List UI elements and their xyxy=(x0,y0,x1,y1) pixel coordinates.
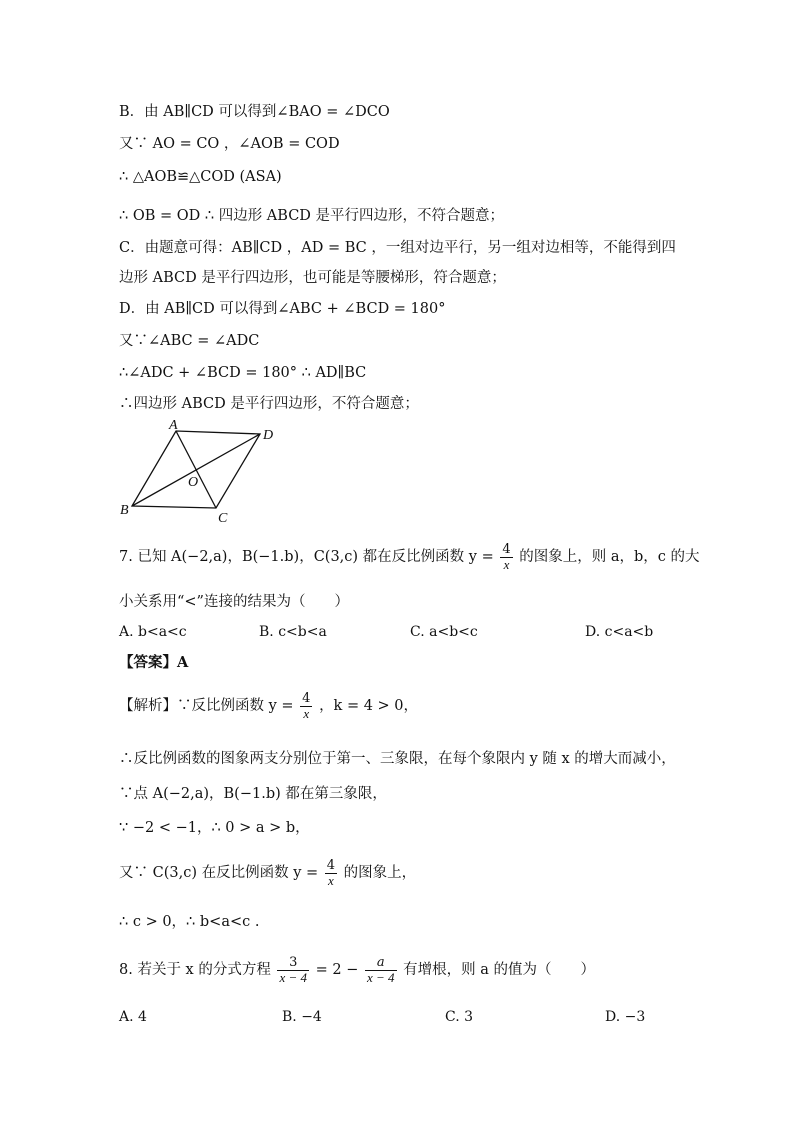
q7-analysis-line-1 xyxy=(119,691,418,721)
q7-line5-fraction xyxy=(325,859,337,888)
vertex-label-a: A xyxy=(169,418,178,433)
diagonal-bd xyxy=(132,434,260,506)
q7-stem-start: 7. 已知 A(−2,a)，B(−1.b)，C(3,c) 都在反比例函数 y = xyxy=(119,549,494,565)
option-b-line-2: 又∵ AO = CO ，∠AOB = COD xyxy=(119,136,340,152)
q7-analysis-line-3: ∵点 A(−2,a)，B(−1.b) 都在第三象限， xyxy=(119,786,387,802)
q8-option-b: B. −4 xyxy=(282,1009,322,1025)
q7-analysis-line-6: ∴ c > 0，∴ b<a<c . xyxy=(119,914,260,930)
q8-fraction-1-numerator: 3 xyxy=(277,956,309,971)
q7-analysis-start: 【解析】∵反比例函数 y = xyxy=(119,698,294,714)
option-b-line-3: ∴ △AOB≌△COD (ASA) xyxy=(119,169,282,185)
option-c-line-1: C．由题意可得：AB∥CD ，AD = BC ，一组对边平行，另一组对边相等，不能得到四 xyxy=(119,240,676,256)
q8-fraction-1 xyxy=(277,956,309,985)
q8-fraction-1-denominator: x − 4 xyxy=(279,969,307,985)
vertex-label-d: D xyxy=(263,428,274,443)
q8-fraction-2-denominator: x − 4 xyxy=(366,969,395,985)
q7-stem-end: 的图象上，则 a，b，c 的大 xyxy=(519,549,700,565)
q8-stem-end: 有增根，则 a 的值为（ ） xyxy=(403,962,595,978)
option-d-line-2: 又∵∠ABC = ∠ADC xyxy=(119,333,260,349)
q7-option-c: C. a<b<c xyxy=(410,624,478,640)
q7-analysis-fraction-denominator: x xyxy=(303,705,310,721)
q8-option-a: A. 4 xyxy=(119,1009,147,1025)
q7-analysis-line-2: ∴反比例函数的图象两支分别位于第一、三象限，在每个象限内 y 随 x 的增大而减小， xyxy=(119,751,676,767)
vertex-label-c: C xyxy=(218,511,228,526)
q7-stem-line-1 xyxy=(119,542,700,572)
q8-stem xyxy=(119,955,595,985)
q8-option-c: C. 3 xyxy=(445,1009,474,1025)
q7-fraction-denominator: x xyxy=(503,556,510,572)
q8-stem-start: 8. 若关于 x 的分式方程 xyxy=(119,962,271,978)
q7-analysis-fraction xyxy=(300,692,312,721)
center-label-o: O xyxy=(188,475,199,490)
q7-line5-fraction-denominator: x xyxy=(328,872,334,888)
q7-answer: 【答案】A xyxy=(119,654,189,671)
q7-analysis-end: ，k = 4 > 0， xyxy=(319,698,419,714)
q7-option-b: B. c<b<a xyxy=(259,624,327,640)
q7-line5-fraction-numerator: 4 xyxy=(326,857,336,873)
q8-equals: = 2 − xyxy=(315,962,359,978)
q7-option-a: A. b<a<c xyxy=(119,624,187,640)
parallelogram-figure xyxy=(110,412,290,527)
q7-analysis-fraction-numerator: 4 xyxy=(302,690,311,706)
q7-stem-line-2: 小关系用“<”连接的结果为（ ） xyxy=(119,594,349,610)
q7-analysis-line-5 xyxy=(119,858,416,888)
option-b-line-1: B．由 AB∥CD 可以得到∠BAO = ∠DCO xyxy=(119,104,390,120)
q7-analysis-line-4: ∵ −2 < −1，∴ 0 > a > b， xyxy=(119,820,310,836)
q7-fraction-numerator: 4 xyxy=(502,541,511,557)
vertex-label-b: B xyxy=(120,503,129,518)
q7-option-d: D. c<a<b xyxy=(585,624,654,640)
option-b-line-4: ∴ OB = OD ∴ 四边形 ABCD 是平行四边形，不符合题意； xyxy=(119,208,505,224)
option-d-line-3: ∴∠ADC + ∠BCD = 180° ∴ AD∥BC xyxy=(119,365,367,381)
option-d-line-4: ∴四边形 ABCD 是平行四边形，不符合题意； xyxy=(119,396,419,412)
q8-fraction-2-numerator: a xyxy=(365,956,397,971)
q7-line5-end: 的图象上， xyxy=(343,865,417,881)
option-d-line-1: D．由 AB∥CD 可以得到∠ABC + ∠BCD = 180° xyxy=(119,301,446,317)
q7-line5-start: 又∵ C(3,c) 在反比例函数 y = xyxy=(119,865,319,881)
option-c-line-2: 边形 ABCD 是平行四边形，也可能是等腰梯形，符合题意； xyxy=(119,270,506,286)
q7-fraction xyxy=(500,543,512,572)
q8-option-d: D. −3 xyxy=(605,1009,646,1025)
q8-fraction-2 xyxy=(365,956,397,985)
